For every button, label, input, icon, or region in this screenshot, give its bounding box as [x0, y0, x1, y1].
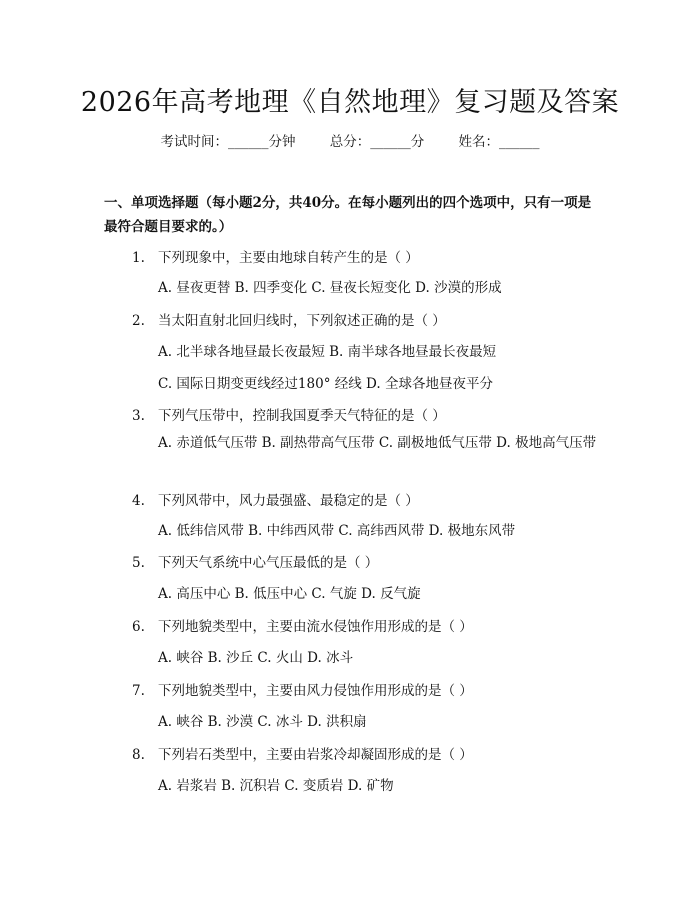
question-2-options-line-1: A. 北半球各地昼最长夜最短 B. 南半球各地昼最长夜最短 — [158, 344, 497, 360]
question-3-options: A. 赤道低气压带 B. 副热带高气压带 C. 副极地低气压带 D. 极地高气压带 — [158, 435, 597, 451]
name-blank: ______ — [499, 134, 540, 150]
time-unit: 分钟 — [268, 134, 296, 150]
question-stem: 下列地貌类型中，主要由流水侵蚀作用形成的是（ ） — [158, 619, 473, 635]
question-number: 8. — [132, 747, 145, 763]
exam-meta — [0, 130, 700, 150]
time-blank: ______ — [227, 134, 269, 150]
question-stem: 下列地貌类型中，主要由风力侵蚀作用形成的是（ ） — [158, 683, 473, 699]
time-label: 考试时间： — [160, 134, 228, 150]
question-number: 2. — [132, 313, 145, 329]
question-6-options: A. 峡谷 B. 沙丘 C. 火山 D. 冰斗 — [158, 650, 354, 666]
question-8 — [132, 743, 473, 763]
question-6 — [132, 615, 473, 635]
question-stem: 下列气压带中，控制我国夏季天气特征的是（ ） — [158, 408, 446, 424]
question-stem: 下列现象中，主要由地球自转产生的是（ ） — [158, 250, 419, 266]
question-5 — [132, 551, 378, 571]
question-7 — [132, 679, 473, 699]
score-blank: ______ — [370, 134, 411, 150]
question-3 — [132, 404, 446, 424]
question-4 — [132, 489, 419, 509]
question-stem: 下列天气系统中心气压最低的是（ ） — [158, 555, 379, 571]
question-number: 6. — [132, 619, 145, 635]
score-unit: 分 — [410, 134, 425, 150]
question-8-options: A. 岩浆岩 B. 沉积岩 C. 变质岩 D. 矿物 — [158, 778, 394, 794]
question-number: 1. — [132, 250, 145, 266]
question-stem: 下列岩石类型中，主要由岩浆冷却凝固形成的是（ ） — [158, 747, 473, 763]
question-1 — [132, 246, 419, 266]
question-stem: 当太阳直射北回归线时，下列叙述正确的是（ ） — [158, 313, 446, 329]
page-title: 2026年高考地理《自然地理》复习题及答案 — [80, 87, 620, 118]
student-name — [459, 134, 540, 150]
question-7-options: A. 峡谷 B. 沙漠 C. 冰斗 D. 洪积扇 — [158, 714, 367, 730]
question-2-options-line-2: C. 国际日期变更线经过180° 经线 D. 全球各地昼夜平分 — [158, 376, 493, 392]
question-4-options: A. 低纬信风带 B. 中纬西风带 C. 高纬西风带 D. 极地东风带 — [158, 523, 516, 539]
question-number: 3. — [132, 408, 145, 424]
total-score — [330, 134, 425, 150]
name-label: 姓名： — [458, 134, 500, 150]
exam-time — [160, 134, 295, 150]
question-5-options: A. 高压中心 B. 低压中心 C. 气旋 D. 反气旋 — [158, 586, 421, 602]
score-label: 总分： — [329, 134, 371, 150]
question-stem: 下列风带中，风力最强盛、最稳定的是（ ） — [158, 493, 419, 509]
question-2 — [132, 309, 446, 329]
question-number: 5. — [132, 555, 145, 571]
question-number: 7. — [132, 683, 145, 699]
question-number: 4. — [132, 493, 145, 509]
section-heading: 一、单项选择题（每小题2分，共40分。在每小题列出的四个选项中，只有一项是最符合题目要求的。） — [104, 195, 592, 235]
question-1-options: A. 昼夜更替 B. 四季变化 C. 昼夜长短变化 D. 沙漠的形成 — [158, 280, 502, 296]
